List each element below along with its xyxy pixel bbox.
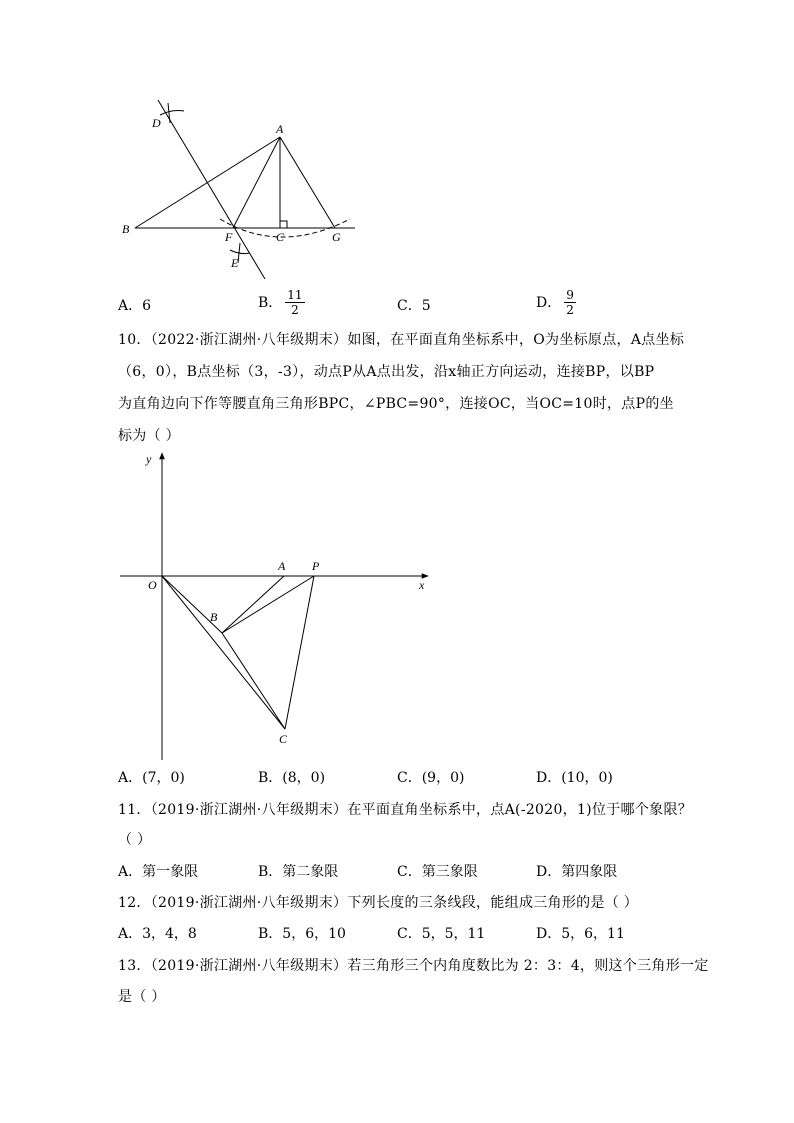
line-de bbox=[158, 100, 265, 279]
label-y: y bbox=[146, 452, 152, 466]
q11-option-d[interactable]: D．第四象限 bbox=[536, 864, 618, 880]
segment-bc bbox=[222, 633, 285, 729]
q12-line-1: 12．（2019·浙江湖州·八年级期末）下列长度的三条线段，能组成三角形的是（ ） bbox=[118, 895, 639, 911]
segment-ab bbox=[222, 576, 284, 633]
q12-option-b[interactable]: B．5，6，10 bbox=[258, 926, 346, 942]
q12-option-a[interactable]: A．3，4，8 bbox=[118, 926, 197, 942]
q9-option-d-fraction bbox=[564, 288, 576, 317]
q10-option-a[interactable]: A．(7，0) bbox=[118, 770, 185, 786]
q9-option-b-fraction bbox=[285, 288, 304, 317]
q9-option-c[interactable]: C．5 bbox=[397, 298, 431, 314]
q11-option-a[interactable]: A．第一象限 bbox=[118, 864, 199, 880]
q11-option-b[interactable]: B．第二象限 bbox=[258, 864, 339, 880]
q10-option-b[interactable]: B．(8，0) bbox=[258, 770, 326, 786]
q12-option-d[interactable]: D．5，6，11 bbox=[536, 926, 625, 942]
q10-option-c[interactable]: C．(9，0) bbox=[397, 770, 465, 786]
q9-option-d-prefix: D． bbox=[536, 294, 562, 311]
q11-option-c[interactable]: C．第三象限 bbox=[397, 864, 478, 880]
label-p: P bbox=[312, 559, 320, 573]
q9-option-d[interactable] bbox=[536, 288, 576, 317]
q11-line-1: 11．（2019·浙江湖州·八年级期末）在平面直角坐标系中，点A(-2020，1)位于哪个象限？ bbox=[118, 802, 693, 818]
arc-mark-e bbox=[230, 250, 250, 254]
q13-line-2: 是（ ） bbox=[118, 989, 166, 1005]
label-d: D bbox=[152, 116, 161, 130]
q9-option-b-den: 2 bbox=[291, 303, 299, 317]
line-ag bbox=[280, 137, 335, 228]
label-c: C bbox=[279, 732, 288, 746]
label-x: x bbox=[419, 578, 425, 592]
label-f: F bbox=[225, 230, 233, 244]
label-e: E bbox=[231, 256, 239, 270]
label-a: A bbox=[276, 122, 284, 136]
q13-line-1: 13．（2019·浙江湖州·八年级期末）若三角形三个内角度数比为 2：3：4，则这个三角形一定 bbox=[118, 958, 709, 974]
segment-ob bbox=[162, 576, 222, 633]
label-b: B bbox=[122, 222, 130, 236]
figure-triangle-construction bbox=[110, 95, 370, 285]
q9-option-b-prefix: B． bbox=[258, 294, 283, 311]
line-ab bbox=[135, 137, 280, 228]
q9-option-b-num: 11 bbox=[287, 288, 303, 302]
arc-mark-d bbox=[160, 111, 184, 116]
q12-option-c[interactable]: C．5，5，11 bbox=[397, 926, 486, 942]
segment-bp bbox=[222, 576, 314, 633]
q11-line-2: （ ） bbox=[118, 832, 152, 848]
q9-option-d-num: 9 bbox=[566, 288, 574, 302]
q10-line-2: （6，0），B点坐标（3，-3），动点P从A点出发，沿x轴正方向运动，连接BP，以BP bbox=[118, 364, 655, 380]
arc-mark-d2 bbox=[168, 103, 170, 123]
q10-line-4: 标为（ ） bbox=[118, 428, 180, 444]
figure-coordinate-plane bbox=[110, 445, 440, 765]
segment-pc bbox=[285, 576, 314, 729]
q9-option-b[interactable] bbox=[258, 288, 305, 317]
label-o: O bbox=[148, 578, 157, 592]
label-c: C bbox=[276, 230, 285, 244]
label-b: B bbox=[210, 610, 218, 624]
q10-option-d[interactable]: D．(10，0) bbox=[536, 770, 613, 786]
segment-oc bbox=[162, 576, 285, 729]
label-g: G bbox=[332, 230, 341, 244]
q9-option-d-den: 2 bbox=[566, 303, 574, 317]
right-angle-mark bbox=[280, 221, 287, 228]
q10-line-3: 为直角边向下作等腰直角三角形BPC，∠PBC=90°，连接OC，当OC=10时，点P的坐 bbox=[118, 396, 674, 412]
q9-option-a[interactable]: A．6 bbox=[118, 298, 152, 314]
q10-line-1: 10．（2022·浙江湖州·八年级期末）如图，在平面直角坐标系中，O为坐标原点，A点坐标 bbox=[118, 332, 685, 348]
label-a: A bbox=[278, 559, 286, 573]
line-af bbox=[233, 137, 280, 228]
